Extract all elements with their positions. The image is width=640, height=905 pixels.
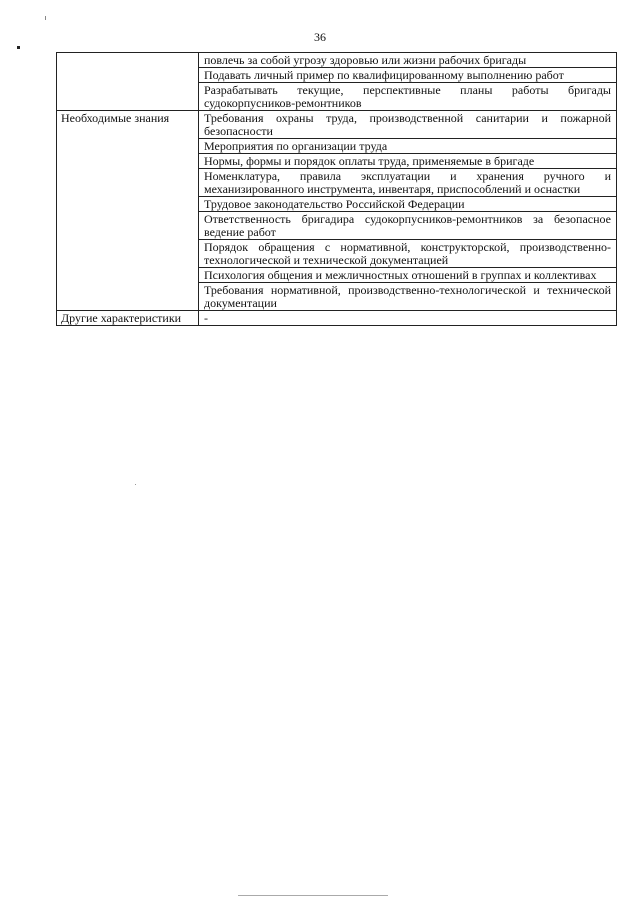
table-row — [57, 111, 617, 139]
scan-speck — [135, 484, 136, 485]
table-cell: Требования охраны труда, производственной санитарии и пожарной безопасности — [199, 111, 617, 139]
scan-speck — [45, 16, 46, 20]
row-label: Необходимые знания — [57, 111, 199, 311]
table-cell: Подавать личный пример по квалифицированному выполнению работ — [199, 68, 617, 83]
page-number: 36 — [314, 30, 326, 44]
requirements-table — [56, 52, 617, 326]
table-cell: Психология общения и межличностных отношений в группах и коллективах — [199, 268, 617, 283]
table-cell: Номенклатура, правила эксплуатации и хранения ручного и механизированного инструмента, инвентаря, приспособлений и оснастки — [199, 169, 617, 197]
table-cell: Требования нормативной, производственно-технологической и технической документации — [199, 283, 617, 311]
row-label: Другие характеристики — [57, 311, 199, 326]
table-cell: Ответственность бригадира судокорпусников-ремонтников за безопасное ведение работ — [199, 212, 617, 240]
table-cell: Трудовое законодательство Российской Федерации — [199, 197, 617, 212]
table-cell: Нормы, формы и порядок оплаты труда, применяемые в бригаде — [199, 154, 617, 169]
table-cell: Порядок обращения с нормативной, конструкторской, производственно-технологической и технической документацией — [199, 240, 617, 268]
table-cell: повлечь за собой угрозу здоровью или жизни рабочих бригады — [199, 53, 617, 68]
table-row — [57, 311, 617, 326]
table-row — [57, 53, 617, 68]
scan-speck — [17, 46, 20, 49]
row-label — [57, 53, 199, 111]
table-cell: Разрабатывать текущие, перспективные планы работы бригады судокорпусников-ремонтников — [199, 83, 617, 111]
table-cell: - — [199, 311, 617, 326]
scan-line — [238, 895, 388, 896]
table-cell: Мероприятия по организации труда — [199, 139, 617, 154]
